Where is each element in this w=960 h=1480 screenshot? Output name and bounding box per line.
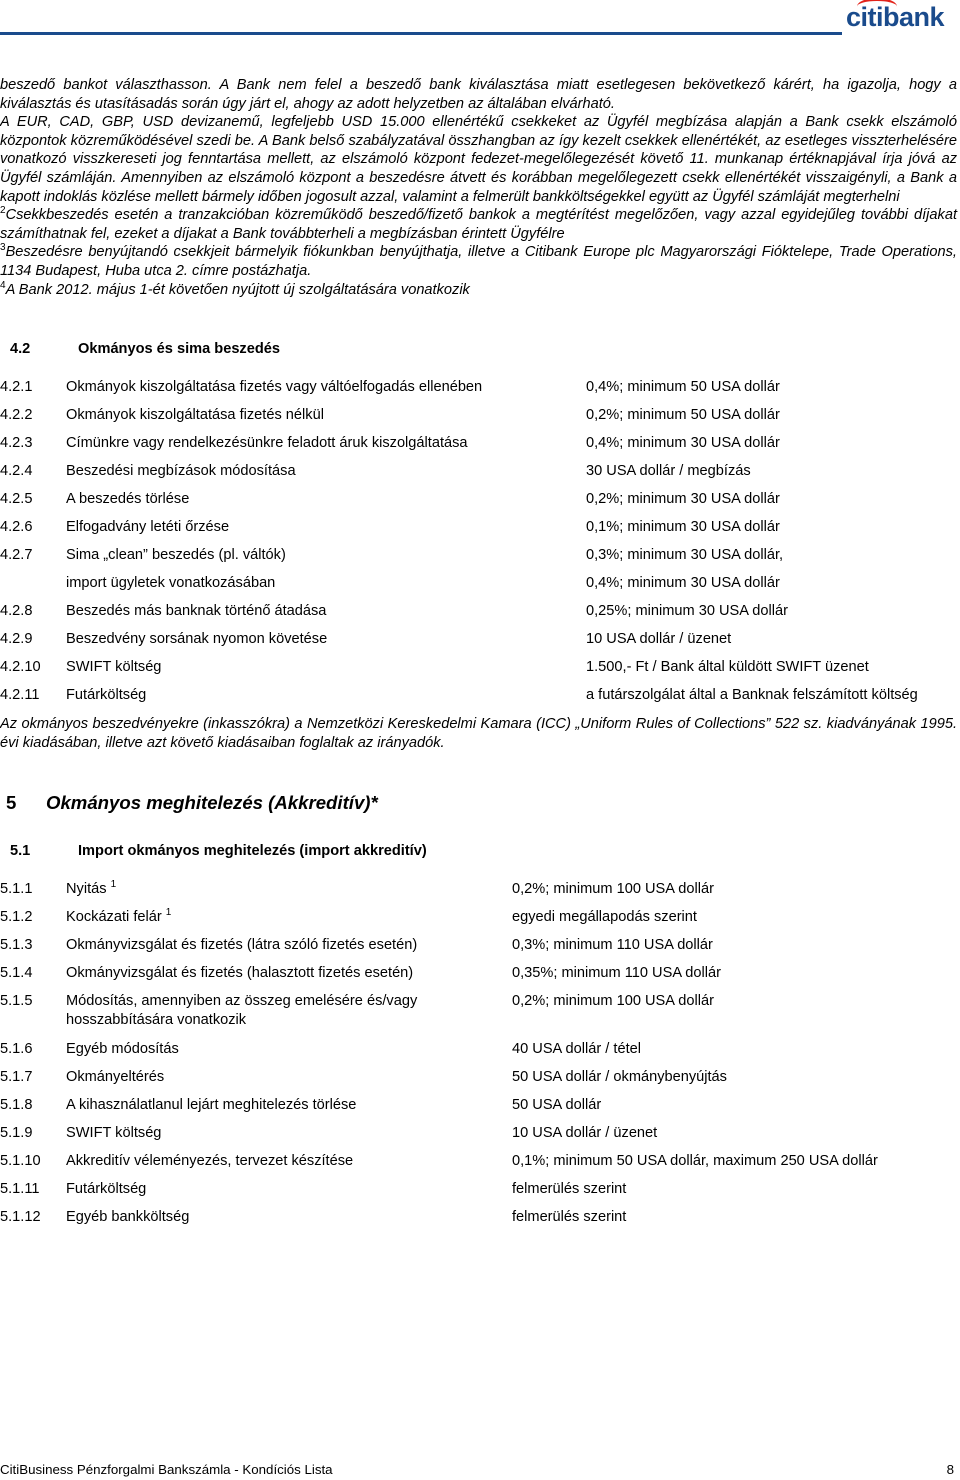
row-value: felmerülés szerint [512,1181,627,1197]
row-label [66,378,482,397]
row-label [66,908,171,927]
footer-title: CitiBusiness Pénzforgalmi Bankszámla - Kondíciós Lista [0,1462,333,1477]
row-number: 4.2.5 [0,491,33,507]
footnote-3: $^3$Beszedésre benyújtandó csekkjeit bármelyik fiókunkban benyújthatja, illetve a Citibank Europe plc Magyarországi Fióktelepe, Trade Operations, 1134 Budapest, Huba utca 2. címre postázhatja. [0,242,957,279]
row-number: 5.1.11 [0,1181,40,1197]
footnote-ref: 1 [110,879,117,891]
row-number: 4.2.2 [0,407,33,423]
row-value: 50 USA dollár [512,1097,602,1113]
row-number: 4.2.9 [0,631,33,647]
row-label-text: Címünkre vagy rendelkezésünkre feladott áruk kiszolgáltatása [66,435,468,451]
row-label [66,1068,164,1087]
row-label [66,936,417,955]
row-number: 5.1.9 [0,1125,33,1141]
row-value: 10 USA dollár / üzenet [586,631,732,647]
intro-paragraph-1: beszedő bankot választhasson. A Bank nem felel a beszedő bank kiválasztása miatt esetlegesen bekövetkező kárért, ha igazolja, hogy a kiválasztás és utasításadás során úgy járt el, ahogy az adott helyzetben az általában elvárható. [0,77,957,112]
row-label-text: Okmányeltérés [66,1069,165,1085]
row-value: 40 USA dollár / tétel [512,1041,641,1057]
row-label-text: Beszedés más banknak történő átadása [66,603,327,619]
row-value: 0,1%; minimum 50 USA dollár, maximum 250 USA dollár [512,1153,878,1169]
row-value: 0,3%; minimum 110 USA dollár [512,937,713,953]
row-label-text: A beszedés törlése [66,491,190,507]
row-label-text: Sima „clean” beszedés (pl. váltók) [66,547,286,563]
row-value: 0,4%; minimum 30 USA dollár [586,435,780,451]
table-row [0,1208,960,1248]
row-label [66,1180,146,1199]
row-number: 4.2.1 [0,379,33,395]
row-number: 4.2.3 [0,435,33,451]
row-value: 10 USA dollár / üzenet [512,1125,658,1141]
row-label-text: Elfogadvány letéti őrzése [66,519,230,535]
row-label [66,462,296,481]
footnote-2: $^2$Csekkbeszedés esetén a tranzakcióban közreműködő beszedő/fizető bankok a megtérítést megelőzően, vagy azzal egyidejűleg további díjakat számíthatnak fel, ezeket a díjakat a Bank továbbterheli a megbízásban érintett Ügyfélre [0,205,957,242]
row-label-text: Nyitás [66,881,107,897]
row-number: 5.1.2 [0,909,33,925]
row-value: 0,35%; minimum 110 USA dollár [512,965,722,981]
row-value: 0,2%; minimum 30 USA dollár [586,491,780,507]
row-number: 5.1.7 [0,1069,33,1085]
row-value: felmerülés szerint [512,1209,627,1225]
row-value: egyedi megállapodás szerint [512,909,697,925]
footnote-ref: 1 [165,907,172,919]
header-rule [0,32,842,35]
row-label-text: A kihasználatlanul lejárt meghitelezés törlése [66,1097,357,1113]
row-label [66,518,229,537]
row-value: 0,4%; minimum 50 USA dollár [586,379,780,395]
row-number: 5.1.10 [0,1153,41,1169]
row-number: 5.1.8 [0,1097,33,1113]
row-label [66,434,468,453]
row-value: 30 USA dollár / megbízás [586,463,751,479]
row-value: 0,2%; minimum 100 USA dollár [512,881,714,897]
row-label-text: SWIFT költség [66,1125,162,1141]
row-label [66,1152,353,1171]
row-label [66,630,327,649]
row-label [66,992,417,1029]
row-number: 5.1.5 [0,993,33,1009]
row-label-text: Futárköltség [66,1181,147,1197]
row-number: 5.1.4 [0,965,33,981]
row-label [66,658,161,677]
row-number: 4.2.10 [0,659,41,675]
row-value: 0,2%; minimum 100 USA dollár [512,993,714,1009]
row-label-text: Okmányvizsgálat és fizetés (halasztott fizetés esetén) [66,965,414,981]
citibank-logo [846,2,944,33]
row-label-text: Okmányvizsgálat és fizetés (látra szóló fizetés esetén) [66,937,418,953]
row-label [66,490,189,509]
row-label-text: Okmányok kiszolgáltatása fizetés nélkül [66,407,324,423]
row-label-line2: hosszabbítására vonatkozik [66,1011,247,1028]
row-label [66,1096,356,1115]
intro-paragraph-2: A EUR, CAD, GBP, USD devizanemű, legfeljebb USD 15.000 ellenértékű csekkeket az Ügyfél megbízása alapján a Bank csekk elszámoló központok közreműködésével szedi be. A Bank belső szabályzatával összhangban az így kezelt csekkek ellenértékét, az esetleges visszterhelésére vonatkozó visszkereseti jog fenntartása mellett, az elszámoló központ fedezet-megelőlegezését követő 11. munkanap értéknapjával írja jóvá az Ügyfél számláján. Amennyiben az elszámoló központ a beszedésre átvett és korábban megelőlegezett csekk ellenértékét visszaigényli, a Bank a kapott indoklás közlése mellett bármely időben jogosult azzal, valamint a felmerült bankköltségekkel együtt az Ügyfél számláját megterhelni [0,114,957,205]
row-label-text: import ügyletek vonatkozásában [66,575,276,591]
row-label-text: Akkreditív véleményezés, tervezet készítése [66,1153,354,1169]
row-value: 0,25%; minimum 30 USA dollár [586,603,788,619]
row-label-text: Beszedési megbízások módosítása [66,463,296,479]
row-value: 0,1%; minimum 30 USA dollár [586,519,780,535]
page-number: 8 [946,1462,954,1477]
row-label [66,546,286,565]
row-label [66,880,116,899]
row-number: 4.2.6 [0,519,33,535]
row-number: 5.1.3 [0,937,33,953]
row-value: 50 USA dollár / okmánybenyújtás [512,1069,727,1085]
table-row [0,992,960,1032]
row-label-text: Okmányok kiszolgáltatása fizetés vagy váltóelfogadás ellenében [66,379,483,395]
row-number: 4.2.8 [0,603,33,619]
row-value: a futárszolgálat által a Banknak felszámított költség [586,687,918,703]
row-label [66,574,275,593]
row-label-text: Egyéb módosítás [66,1041,179,1057]
row-number: 5.1.6 [0,1041,33,1057]
row-label-text: Beszedvény sorsának nyomon követése [66,631,328,647]
row-value: 0,3%; minimum 30 USA dollár, [586,547,784,563]
row-number: 4.2.7 [0,547,33,563]
row-label-text: Egyéb bankköltség [66,1209,190,1225]
row-label-text: SWIFT költség [66,659,162,675]
row-number: 5.1.1 [0,881,33,897]
logo-arc-icon [857,0,897,15]
row-label [66,1124,161,1143]
footnote-4: $^4$A Bank 2012. május 1-ét követően nyújtott új szolgáltatására vonatkozik [0,279,470,298]
row-label [66,406,324,425]
row-label [66,1040,179,1059]
row-label [66,964,413,983]
row-value: 0,4%; minimum 30 USA dollár [586,575,780,591]
row-number: 4.2.11 [0,687,40,703]
intro-text [0,76,957,299]
icc-note: Az okmányos beszedvényekre (inkasszókra) a Nemzetközi Kereskedelmi Kamara (ICC) „Uniform Rules of Collections” 522 sz. kiadványának 1995. évi kiadásában, illetve azt követő kiadásaiban foglaltak az irányadók. [0,716,957,751]
row-label-text: Kockázati felár [66,909,162,925]
row-label-text: Futárköltség [66,687,147,703]
row-label [66,1208,189,1227]
row-value: 1.500,- Ft / Bank által küldött SWIFT üzenet [586,659,869,675]
row-value: 0,2%; minimum 50 USA dollár [586,407,780,423]
row-label [66,686,146,705]
row-number: 4.2.4 [0,463,33,479]
row-label [66,602,326,621]
row-number: 5.1.12 [0,1209,41,1225]
logo-text: citibank [846,2,945,32]
row-label-text: Módosítás, amennyiben az összeg emelésére és/vagy [66,993,418,1009]
